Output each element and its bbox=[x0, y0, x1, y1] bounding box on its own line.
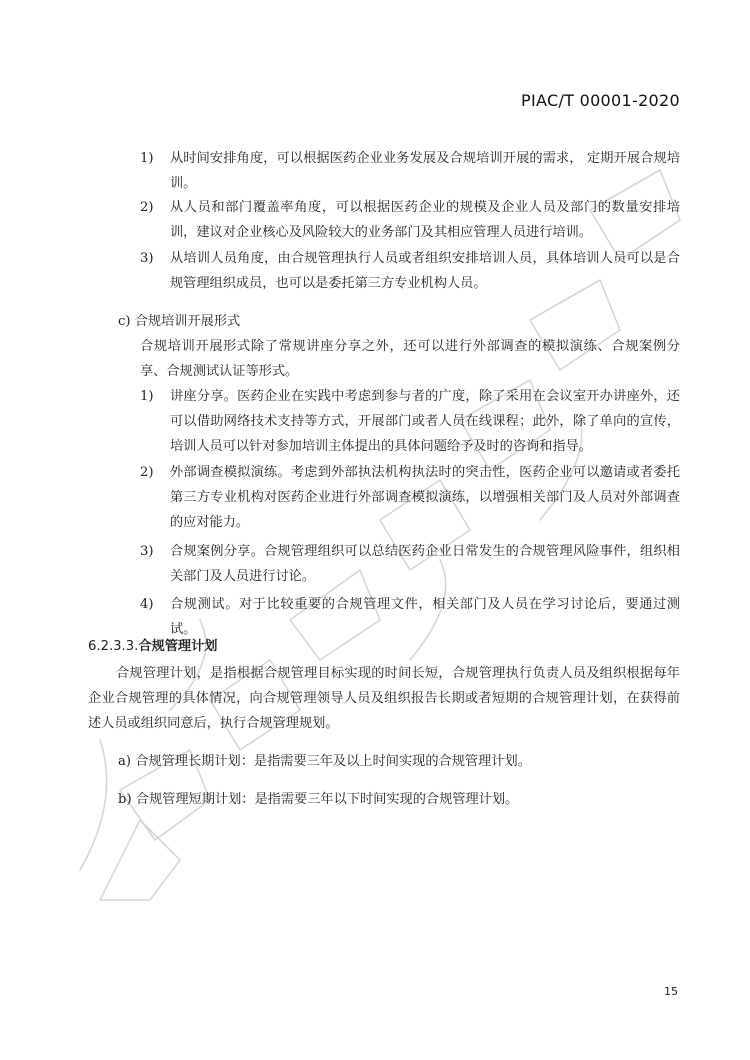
list-item bbox=[140, 592, 680, 642]
watermark-stroke bbox=[100, 820, 180, 900]
list-item-text: 外部调查模拟演练。考虑到外部执法机构执法时的突击性，医药企业可以邀请或者委托第三方专业机构对医药企业进行外部调查模拟演练，以增强相关部门及人员对外部调查的应对能力。 bbox=[170, 465, 680, 530]
list-item-text: 讲座分享。医药企业在实践中考虑到参与者的广度，除了采用在会议室开办讲座外，还可以借助网络技术支持等方式，开展部门或者人员在线课程；此外，除了单向的宣传，培训人员可以针对参加培训主体提出的具体问题给予及时的咨询和指导。 bbox=[170, 389, 680, 454]
section-heading bbox=[88, 636, 217, 658]
list-item bbox=[140, 460, 680, 535]
list-item-number: 1) bbox=[140, 151, 154, 166]
list-item bbox=[140, 146, 680, 196]
list-item-number: 4) bbox=[140, 597, 154, 612]
list-item-text: 从培训人员角度，由合规管理执行人员或者组织安排培训人员，具体培训人员可以是合规管理组织成员，也可以是委托第三方专业机构人员。 bbox=[170, 251, 680, 291]
list-item-number: 3) bbox=[140, 251, 154, 266]
list-item bbox=[140, 539, 680, 589]
list-item-text: 合规案例分享。合规管理组织可以总结医药企业日常发生的合规管理风险事件，组织相关部门及人员进行讨论。 bbox=[170, 544, 680, 584]
plan-short-term: b) 合规管理短期计划：是指需要三年以下时间实现的合规管理计划。 bbox=[118, 792, 519, 807]
page-number: 15 bbox=[664, 985, 678, 998]
section-c-title: c) 合规培训开展形式 bbox=[118, 314, 241, 329]
list-item bbox=[140, 195, 680, 245]
list-item-number: 2) bbox=[140, 200, 154, 215]
plan-long-term: a) 合规管理长期计划：是指需要三年及以上时间实现的合规管理计划。 bbox=[118, 754, 531, 769]
list-item-number: 2) bbox=[140, 465, 154, 480]
list-item-text: 从时间安排角度，可以根据医药企业业务发展及合规培训开展的需求， 定期开展合规培训。 bbox=[170, 151, 680, 191]
list-item-number: 3) bbox=[140, 544, 154, 559]
section-number: 6.2.3.3. bbox=[88, 639, 139, 654]
list-item-text: 从人员和部门覆盖率角度，可以根据医药企业的规模及企业人员及部门的数量安排培训，建议对企业核心及风险较大的业务部门及其相应管理人员进行培训。 bbox=[170, 200, 680, 240]
document-code: PIAC/T 00001-2020 bbox=[521, 91, 680, 110]
list-item bbox=[140, 384, 680, 459]
list-item-text: 合规测试。对于比较重要的合规管理文件，相关部门及人员在学习讨论后，要通过测试。 bbox=[170, 597, 680, 637]
section-title: 合规管理计划 bbox=[138, 639, 218, 654]
list-item-number: 1) bbox=[140, 389, 154, 404]
watermark-stroke bbox=[80, 740, 107, 870]
list-item bbox=[140, 246, 680, 296]
section-body: 合规管理计划，是指根据合规管理目标实现的时间长短，合规管理执行负责人员及组织根据每年企业合规管理的具体情况，向合规管理领导人员及组织报告长期或者短期的合规管理计划，在获得前述人员或组织同意后，执行合规管理规划。 bbox=[88, 666, 680, 731]
section-c-intro: 合规培训开展形式除了常规讲座分享之外，还可以进行外部调查的模拟演练、合规案例分享、合规测试认证等形式。 bbox=[140, 339, 680, 379]
